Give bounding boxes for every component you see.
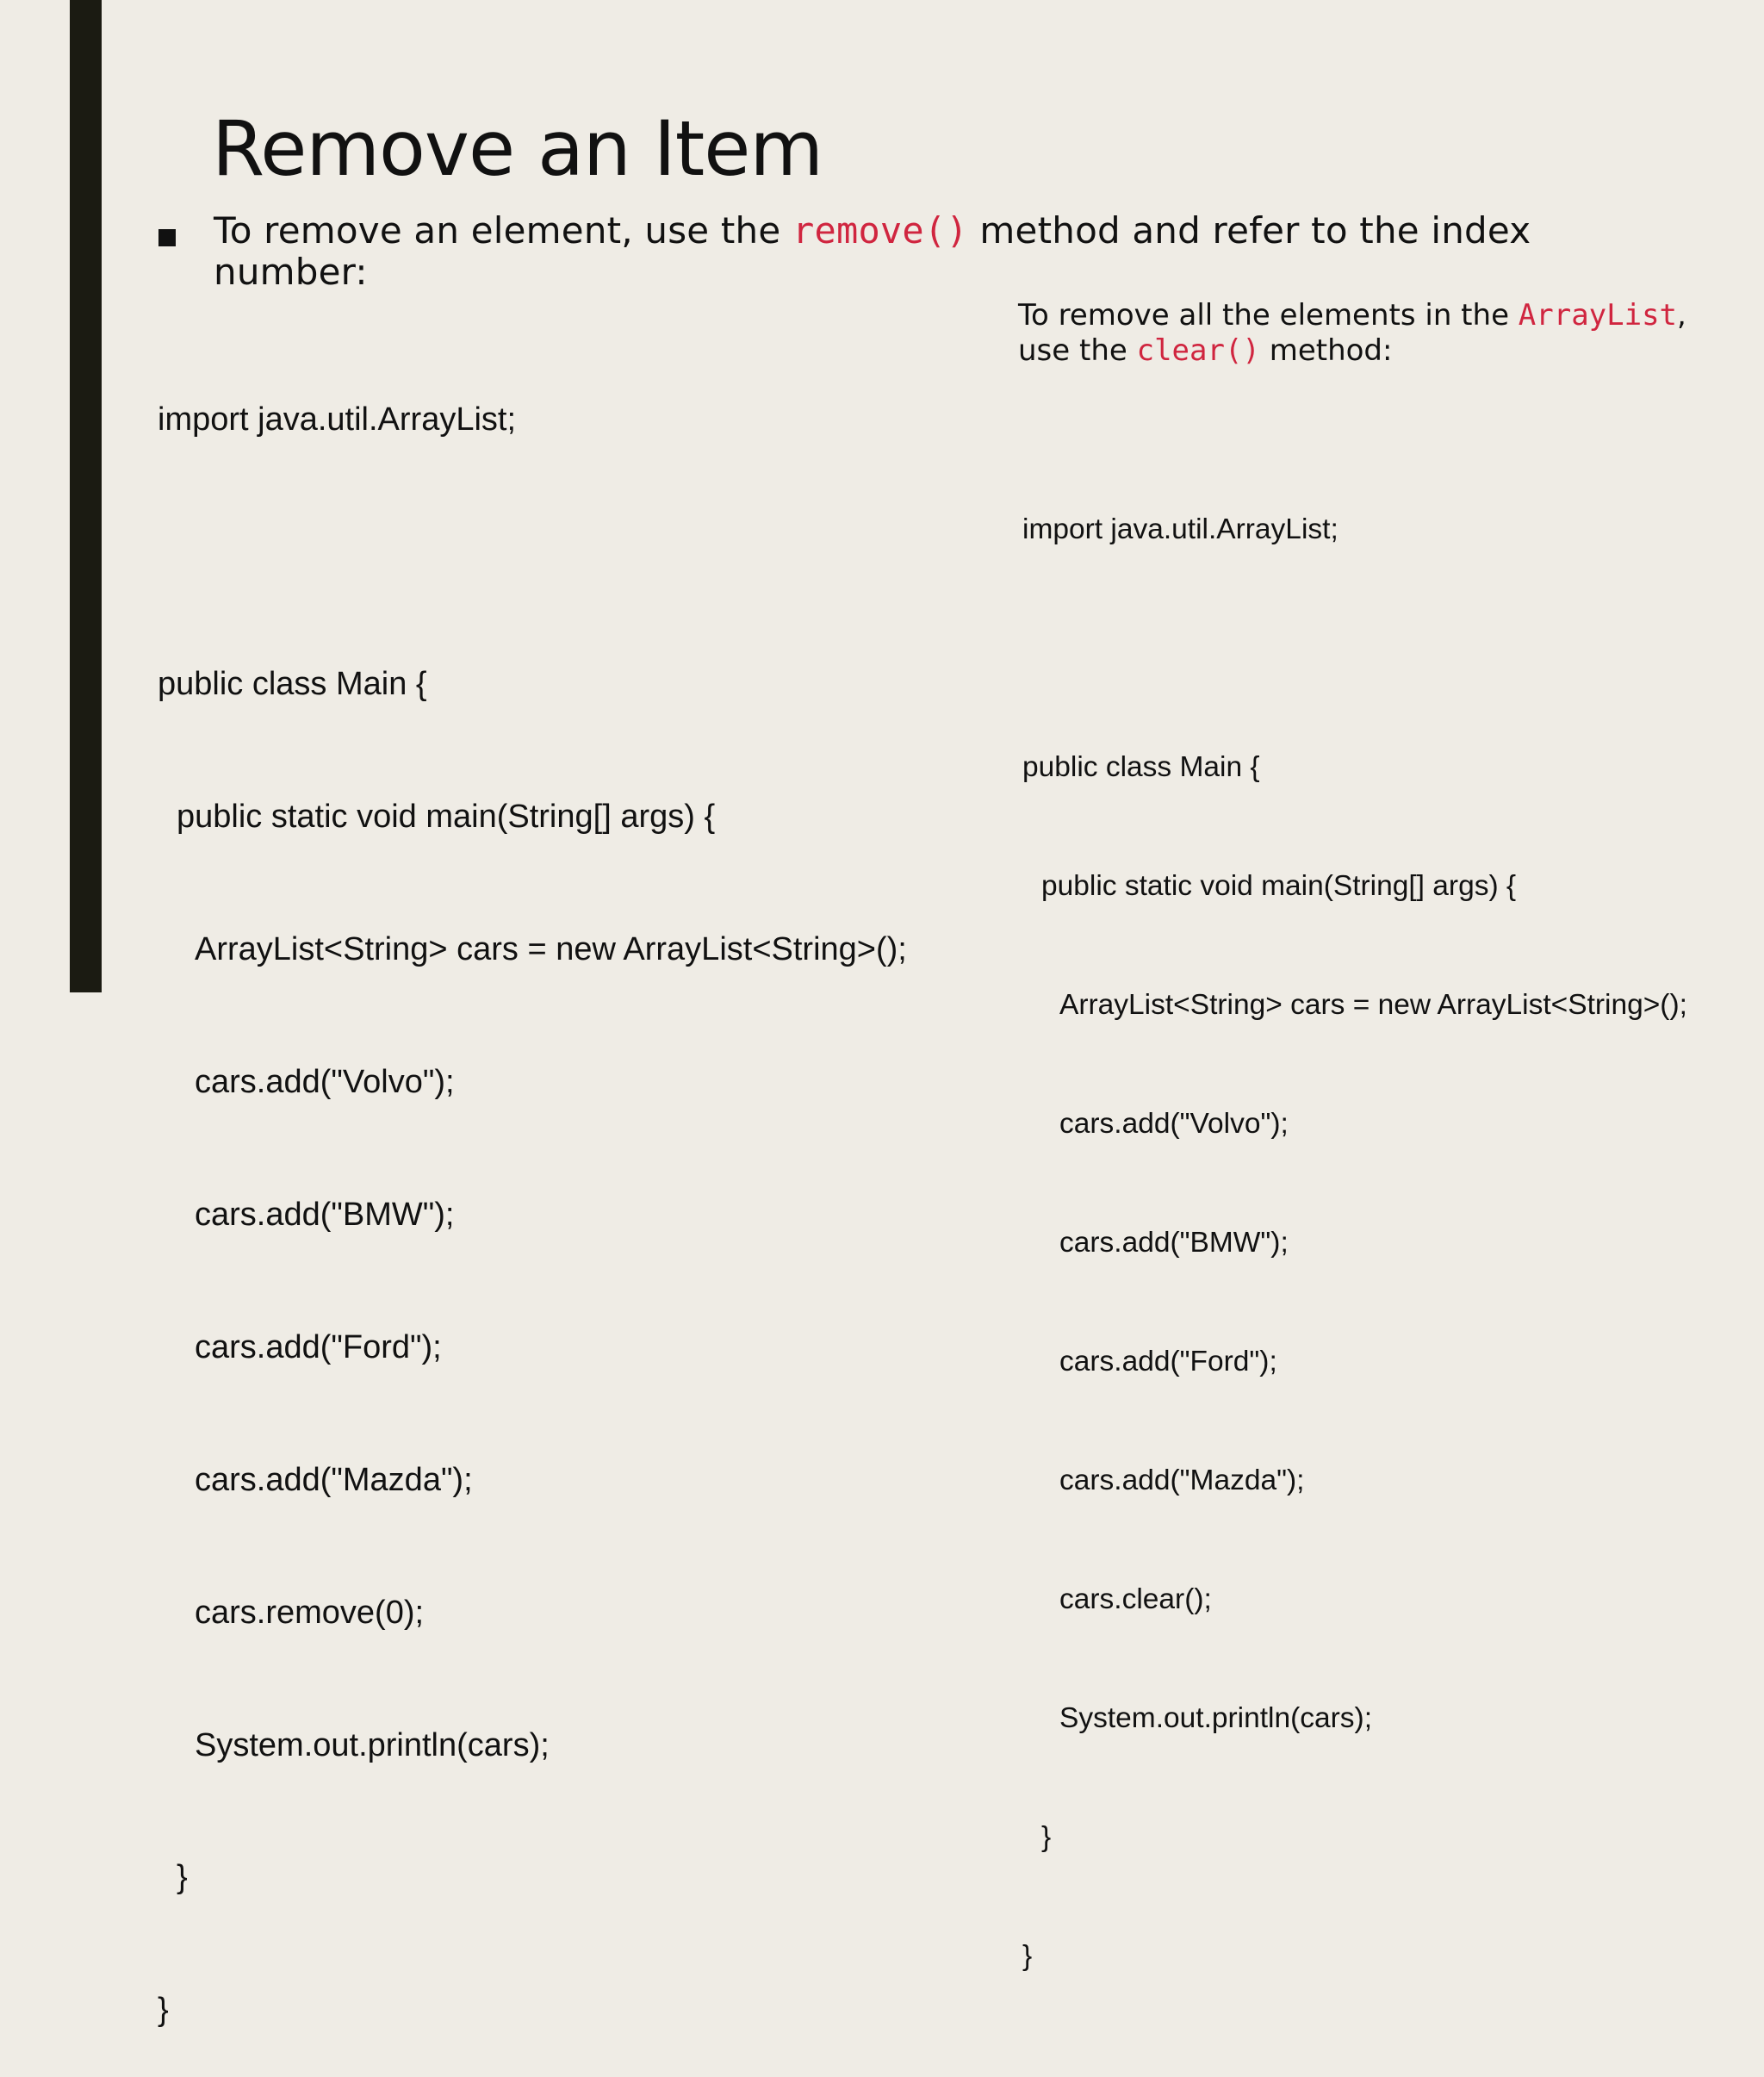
code-line: } <box>177 1859 188 1896</box>
caption-text-2: , use the <box>1018 298 1686 368</box>
code-line: cars.add("Volvo"); <box>195 1064 455 1101</box>
code-line: cars.add("BMW"); <box>1059 1227 1289 1259</box>
caption-text-1: To remove all the elements in the <box>1018 298 1519 333</box>
code-line: cars.add("Ford"); <box>195 1328 442 1365</box>
code-line: ArrayList<String> cars = new ArrayList<String>(); <box>1059 989 1687 1021</box>
code-line: cars.add("BMW"); <box>195 1196 455 1233</box>
bullet-text-after: method and refer to the index number: <box>214 209 1531 293</box>
left-accent-bar <box>70 0 102 992</box>
bullet-text <box>214 210 1557 293</box>
code-line: public static void main(String[] args) { <box>177 799 716 836</box>
square-bullet-icon <box>158 229 176 246</box>
slide-title: Remove an Item <box>212 104 823 193</box>
clear-method-code: clear() <box>1136 333 1260 368</box>
code-line: public class Main { <box>1022 751 1260 783</box>
code-line: } <box>158 1992 169 2029</box>
code-line: import java.util.ArrayList; <box>1022 513 1339 545</box>
clear-method-caption <box>1018 298 1724 369</box>
code-line: public class Main { <box>158 666 427 703</box>
code-line: System.out.println(cars); <box>195 1726 550 1763</box>
left-code-example <box>158 309 907 2077</box>
code-line: cars.remove(0); <box>195 1594 425 1631</box>
right-code-example <box>1022 431 1687 2016</box>
arraylist-code: ArrayList <box>1518 298 1678 333</box>
code-line: } <box>1022 1940 1033 1972</box>
code-line: cars.add("Volvo"); <box>1059 1108 1289 1140</box>
code-line: } <box>1041 1821 1052 1853</box>
code-line: cars.clear(); <box>1059 1583 1212 1615</box>
code-line: System.out.println(cars); <box>1059 1702 1373 1734</box>
code-line-blank <box>158 530 907 574</box>
code-line-blank <box>1022 629 1687 668</box>
code-line: cars.add("Ford"); <box>1059 1346 1277 1377</box>
code-line: import java.util.ArrayList; <box>158 401 517 438</box>
bullet-text-before: To remove an element, use the <box>214 209 792 252</box>
code-line: ArrayList<String> cars = new ArrayList<String>(); <box>195 931 907 968</box>
code-line: public static void main(String[] args) { <box>1041 870 1517 902</box>
code-line: cars.add("Mazda"); <box>1059 1464 1305 1496</box>
remove-method-code: remove() <box>792 209 968 252</box>
caption-text-3: method: <box>1259 333 1393 368</box>
code-line: cars.add("Mazda"); <box>195 1461 473 1498</box>
